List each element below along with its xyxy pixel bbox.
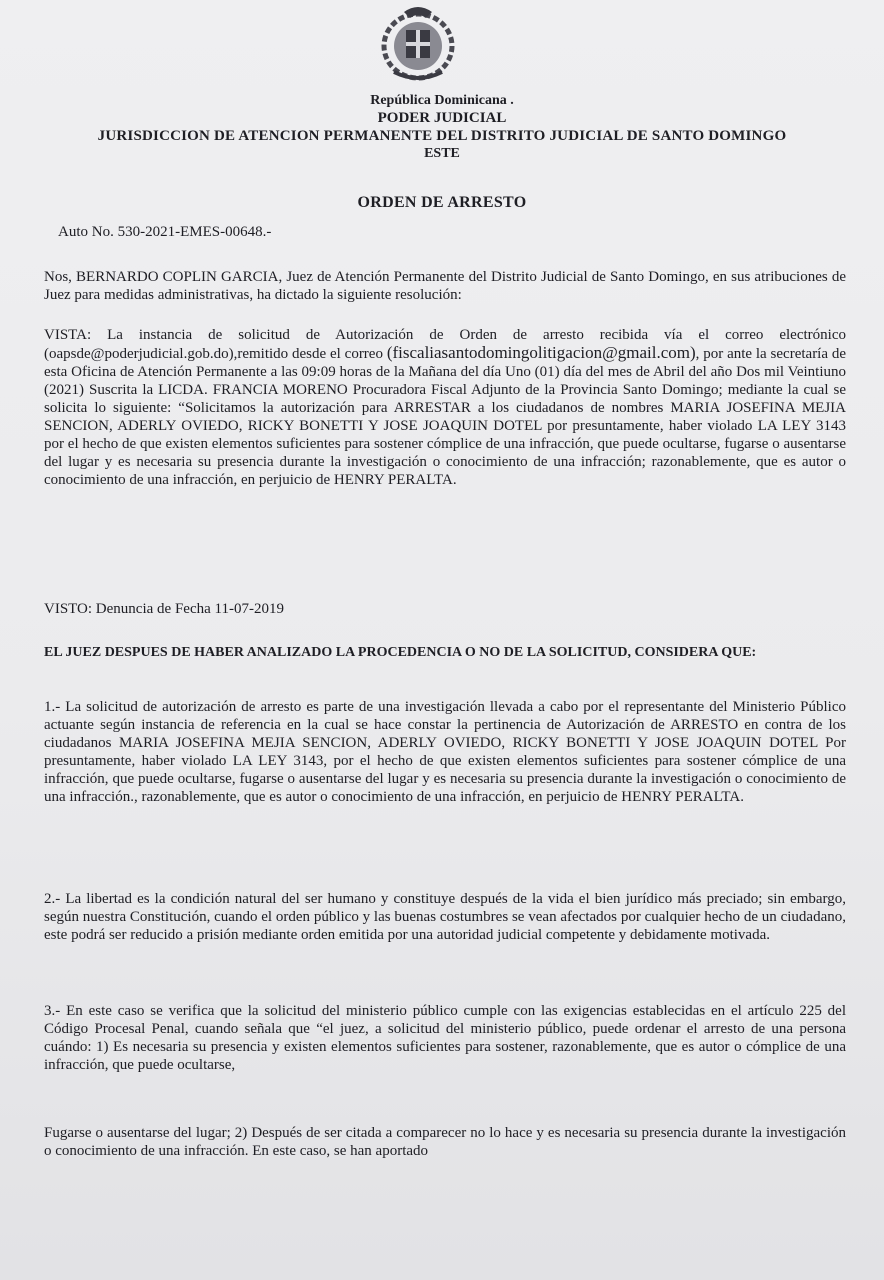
vista-paragraph <box>44 326 846 489</box>
document-header <box>40 92 844 162</box>
jurisdiction-region: ESTE <box>424 146 460 161</box>
prosecutor-email: (fiscaliasantodomingolitigacion@gmail.com) <box>386 343 696 362</box>
considerando-3-continued: Fugarse o ausentarse del lugar; 2) Después de ser citada a comparecer no lo hace y es necesaria su presencia durante la investigación o conocimiento de una infracción. En este caso, se han aportado <box>44 1125 846 1159</box>
considerando-2: 2.- La libertad es la condición natural del ser humano y constituye después de la vida el bien jurídico más preciado; sin embargo, según nuestra Constitución, cuando el orden público y las buenas costumbres se vean afectados por cualquier hecho de un ciudadano, este podrá ser reducido a prisión mediante orden emitida por una autoridad judicial competente y debidamente motivada. <box>44 891 846 943</box>
considerando-1: 1.- La solicitud de autorización de arresto es parte de una investigación llevada a cabo por el representante del Ministerio Público actuante según instancia de referencia en la cual se hace constar la pertinencia de Autorización de ARRESTO en contra de los ciudadanos MARIA JOSEFINA MEJIA SENCION, ADERLY OVIEDO, RICKY BONETTI Y JOSE JOAQUIN DOTEL Por presuntamente, haber violado LA LEY 3143, por el hecho de que existen elementos suficientes para sostener cómplice de una infracción, que puede ocultarse, fugarse o ausentarse del lugar y es necesaria su presencia durante la investigación o conocimiento de una infracción., razonablemente, que es autor o conocimiento de una infracción, en perjuicio de HENRY PERALTA. <box>44 699 846 805</box>
considera-heading: EL JUEZ DESPUES DE HABER ANALIZADO LA PROCEDENCIA O NO DE LA SOLICITUD, CONSIDERA QUE: <box>44 645 757 660</box>
visto-paragraph: VISTO: Denuncia de Fecha 11-07-2019 <box>44 601 284 617</box>
vista-text-start: VISTA: La instancia de solicitud de Autorización de Orden de arresto recibida vía el correo electrónico (oapsde@poderjudicial.gob.do),remitido desde el correo <box>44 327 846 362</box>
auto-number: Auto No. 530-2021-EMES-00648.- <box>58 224 272 240</box>
vista-text-end: , por ante la secretaría de esta Oficina de Atención Permanente a las 09:09 horas de la Mañana del día Uno (01) día del mes de Abril del año Dos mil Veintiuno (2021) Suscrita la LICDA. FRANCIA MORENO Procuradora Fiscal Adjunto de la Provincia Santo Domingo; mediante la cual se solicita lo siguiente: “Solicitamos la autorización para ARRESTAR a los ciudadanos de nombres MARIA JOSEFINA MEJIA SENCION, ADERLY OVIEDO, RICKY BONETTI Y JOSE JOAQUIN DOTEL por presuntamente, haber violado LA LEY 3143 por el hecho de que existen elementos suficientes para sostener cómplice de una infracción, que puede ocultarse, fugarse o ausentarse del lugar y es necesaria su presencia durante la investigación o conocimiento de una infracción; razonablemente, que es autor o conocimiento de una infracción, en perjuicio de HENRY PERALTA. <box>44 346 847 488</box>
jurisdiction-name: JURISDICCION DE ATENCION PERMANENTE DEL DISTRITO JUDICIAL DE SANTO DOMINGO <box>97 128 787 144</box>
coat-of-arms-seal <box>374 2 462 84</box>
intro-paragraph: Nos, BERNARDO COPLIN GARCIA, Juez de Atención Permanente del Distrito Judicial de Santo Domingo, en sus atribuciones de Juez para medidas administrativas, ha dictado la siguiente resolución: <box>44 269 846 303</box>
considerando-3: 3.- En este caso se verifica que la solicitud del ministerio público cumple con las exigencias establecidas en el artículo 225 del Código Procesal Penal, cuando señala que “el juez, a solicitud del ministerio público, puede ordenar el arresto de una persona cuándo: 1) Es necesaria su presencia y existen elementos suficientes para sostener, razonablemente, que es autor o cómplice de una infracción, que puede ocultarse, <box>44 1003 846 1073</box>
judicial-branch: PODER JUDICIAL <box>377 110 507 126</box>
country-name: República Dominicana . <box>370 93 514 108</box>
document-title: ORDEN DE ARRESTO <box>357 194 527 211</box>
